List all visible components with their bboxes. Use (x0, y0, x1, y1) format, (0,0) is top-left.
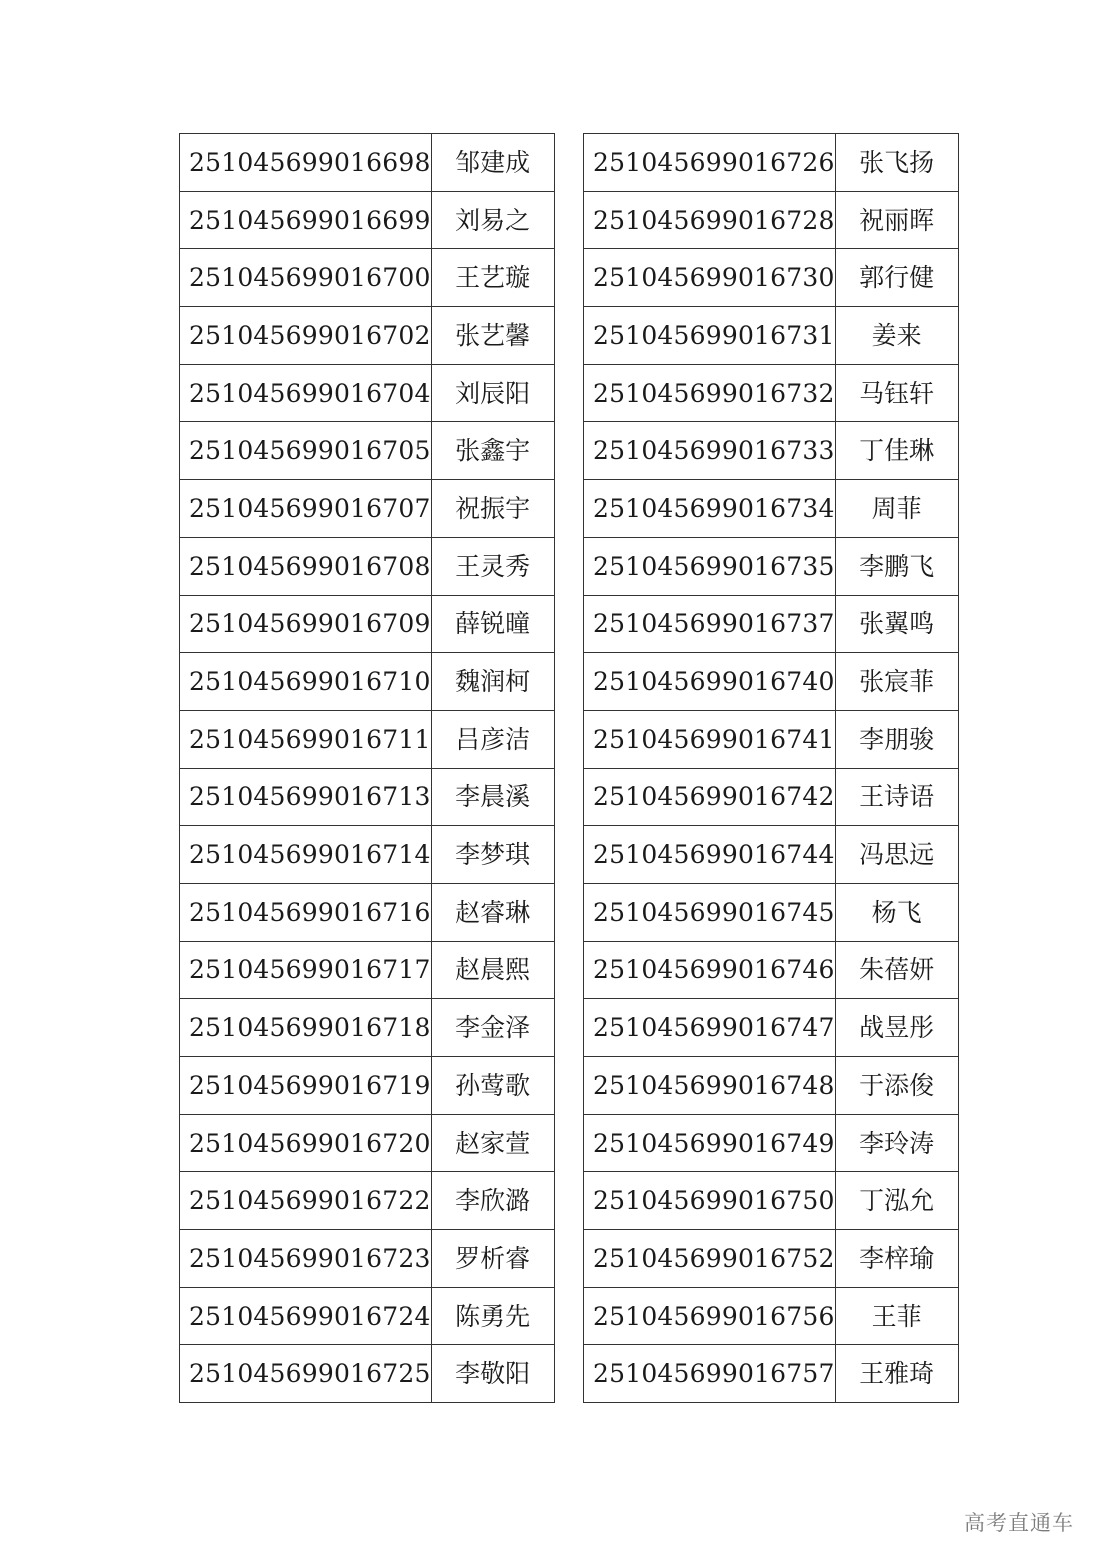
table-row (584, 826, 959, 884)
candidate-id-cell: 251045699016746 (584, 941, 836, 999)
table-row (584, 364, 959, 422)
table-row (180, 191, 555, 249)
table-row (584, 768, 959, 826)
table-row (584, 595, 959, 653)
candidate-id-cell: 251045699016698 (180, 134, 432, 192)
table-row (180, 826, 555, 884)
candidate-name-cell: 李梦琪 (431, 826, 554, 884)
candidate-id-cell: 251045699016718 (180, 999, 432, 1057)
table-row (584, 191, 959, 249)
candidate-id-cell: 251045699016709 (180, 595, 432, 653)
table-row (584, 307, 959, 365)
candidate-name-cell: 李欣潞 (431, 1172, 554, 1230)
candidate-id-cell: 251045699016707 (180, 480, 432, 538)
candidate-id-cell: 251045699016745 (584, 883, 836, 941)
candidate-id-cell: 251045699016740 (584, 653, 836, 711)
candidate-name-cell: 王雅琦 (835, 1345, 958, 1403)
watermark: 高考直通车 (964, 1511, 1074, 1535)
candidate-id-cell: 251045699016731 (584, 307, 836, 365)
candidate-name-cell: 罗析睿 (431, 1230, 554, 1288)
candidate-id-cell: 251045699016732 (584, 364, 836, 422)
candidate-id-cell: 251045699016716 (180, 883, 432, 941)
roster-table-right (583, 133, 959, 1403)
table-row (180, 537, 555, 595)
table-row (584, 1345, 959, 1403)
table-row (584, 1114, 959, 1172)
table-row (180, 595, 555, 653)
candidate-name-cell: 祝振宇 (431, 480, 554, 538)
table-row (584, 941, 959, 999)
candidate-name-cell: 王灵秀 (431, 537, 554, 595)
candidate-name-cell: 陈勇先 (431, 1287, 554, 1345)
table-row (180, 480, 555, 538)
table-row (584, 480, 959, 538)
candidate-name-cell: 李玲涛 (835, 1114, 958, 1172)
candidate-name-cell: 周菲 (835, 480, 958, 538)
candidate-id-cell: 251045699016726 (584, 134, 836, 192)
candidate-id-cell: 251045699016744 (584, 826, 836, 884)
table-row (180, 653, 555, 711)
candidate-name-cell: 赵睿琳 (431, 883, 554, 941)
candidate-name-cell: 张艺馨 (431, 307, 554, 365)
candidate-id-cell: 251045699016756 (584, 1287, 836, 1345)
table-row (584, 1230, 959, 1288)
candidate-id-cell: 251045699016750 (584, 1172, 836, 1230)
candidate-id-cell: 251045699016711 (180, 710, 432, 768)
table-row (180, 1057, 555, 1115)
table-row (584, 710, 959, 768)
candidate-name-cell: 李鹏飞 (835, 537, 958, 595)
candidate-name-cell: 丁佳琳 (835, 422, 958, 480)
candidate-id-cell: 251045699016728 (584, 191, 836, 249)
table-row (180, 710, 555, 768)
candidate-id-cell: 251045699016723 (180, 1230, 432, 1288)
candidate-name-cell: 郭行健 (835, 249, 958, 307)
candidate-id-cell: 251045699016713 (180, 768, 432, 826)
candidate-id-cell: 251045699016719 (180, 1057, 432, 1115)
candidate-name-cell: 马钰轩 (835, 364, 958, 422)
table-row (180, 1230, 555, 1288)
candidate-id-cell: 251045699016749 (584, 1114, 836, 1172)
candidate-name-cell: 孙莺歌 (431, 1057, 554, 1115)
candidate-id-cell: 251045699016700 (180, 249, 432, 307)
candidate-name-cell: 于添俊 (835, 1057, 958, 1115)
candidate-name-cell: 李梓瑜 (835, 1230, 958, 1288)
candidate-id-cell: 251045699016722 (180, 1172, 432, 1230)
table-row (584, 1172, 959, 1230)
table-row (180, 1287, 555, 1345)
roster-table-left (179, 133, 555, 1403)
candidate-id-cell: 251045699016708 (180, 537, 432, 595)
candidate-id-cell: 251045699016720 (180, 1114, 432, 1172)
candidate-id-cell: 251045699016704 (180, 364, 432, 422)
candidate-id-cell: 251045699016757 (584, 1345, 836, 1403)
candidate-id-cell: 251045699016730 (584, 249, 836, 307)
table-row (584, 1057, 959, 1115)
candidate-name-cell: 赵晨熙 (431, 941, 554, 999)
candidate-id-cell: 251045699016724 (180, 1287, 432, 1345)
candidate-name-cell: 薛锐曈 (431, 595, 554, 653)
candidate-name-cell: 赵家萱 (431, 1114, 554, 1172)
candidate-id-cell: 251045699016710 (180, 653, 432, 711)
candidate-name-cell: 丁泓允 (835, 1172, 958, 1230)
candidate-name-cell: 李金泽 (431, 999, 554, 1057)
table-row (584, 999, 959, 1057)
table-row (180, 364, 555, 422)
candidate-id-cell: 251045699016717 (180, 941, 432, 999)
table-row (180, 249, 555, 307)
table-row (584, 1287, 959, 1345)
table-row (180, 134, 555, 192)
candidate-name-cell: 李晨溪 (431, 768, 554, 826)
candidate-name-cell: 李朋骏 (835, 710, 958, 768)
table-row (180, 883, 555, 941)
table-row (584, 653, 959, 711)
table-row (584, 249, 959, 307)
candidate-name-cell: 李敬阳 (431, 1345, 554, 1403)
candidate-id-cell: 251045699016752 (584, 1230, 836, 1288)
candidate-id-cell: 251045699016735 (584, 537, 836, 595)
table-row (180, 1114, 555, 1172)
candidate-name-cell: 邹建成 (431, 134, 554, 192)
candidate-id-cell: 251045699016733 (584, 422, 836, 480)
candidate-id-cell: 251045699016742 (584, 768, 836, 826)
candidate-name-cell: 吕彦洁 (431, 710, 554, 768)
candidate-name-cell: 朱蓓妍 (835, 941, 958, 999)
candidate-id-cell: 251045699016725 (180, 1345, 432, 1403)
candidate-name-cell: 姜来 (835, 307, 958, 365)
table-row (180, 999, 555, 1057)
candidate-id-cell: 251045699016705 (180, 422, 432, 480)
candidate-name-cell: 张宸菲 (835, 653, 958, 711)
candidate-name-cell: 祝丽晖 (835, 191, 958, 249)
candidate-id-cell: 251045699016699 (180, 191, 432, 249)
candidate-name-cell: 王菲 (835, 1287, 958, 1345)
candidate-id-cell: 251045699016702 (180, 307, 432, 365)
candidate-id-cell: 251045699016741 (584, 710, 836, 768)
candidate-name-cell: 张鑫宇 (431, 422, 554, 480)
candidate-id-cell: 251045699016714 (180, 826, 432, 884)
candidate-name-cell: 张飞扬 (835, 134, 958, 192)
table-row (180, 307, 555, 365)
candidate-name-cell: 魏润柯 (431, 653, 554, 711)
table-row (584, 134, 959, 192)
table-row (180, 422, 555, 480)
candidate-name-cell: 杨飞 (835, 883, 958, 941)
candidate-id-cell: 251045699016747 (584, 999, 836, 1057)
table-row (584, 537, 959, 595)
candidate-id-cell: 251045699016737 (584, 595, 836, 653)
candidate-name-cell: 冯思远 (835, 826, 958, 884)
table-row (180, 1345, 555, 1403)
table-row (584, 883, 959, 941)
candidate-name-cell: 王诗语 (835, 768, 958, 826)
table-row (180, 768, 555, 826)
candidate-name-cell: 张翼鸣 (835, 595, 958, 653)
table-row (180, 1172, 555, 1230)
candidate-id-cell: 251045699016734 (584, 480, 836, 538)
table-row (180, 941, 555, 999)
table-row (584, 422, 959, 480)
candidate-name-cell: 战昱彤 (835, 999, 958, 1057)
candidate-name-cell: 刘辰阳 (431, 364, 554, 422)
candidate-id-cell: 251045699016748 (584, 1057, 836, 1115)
candidate-name-cell: 王艺璇 (431, 249, 554, 307)
candidate-name-cell: 刘易之 (431, 191, 554, 249)
